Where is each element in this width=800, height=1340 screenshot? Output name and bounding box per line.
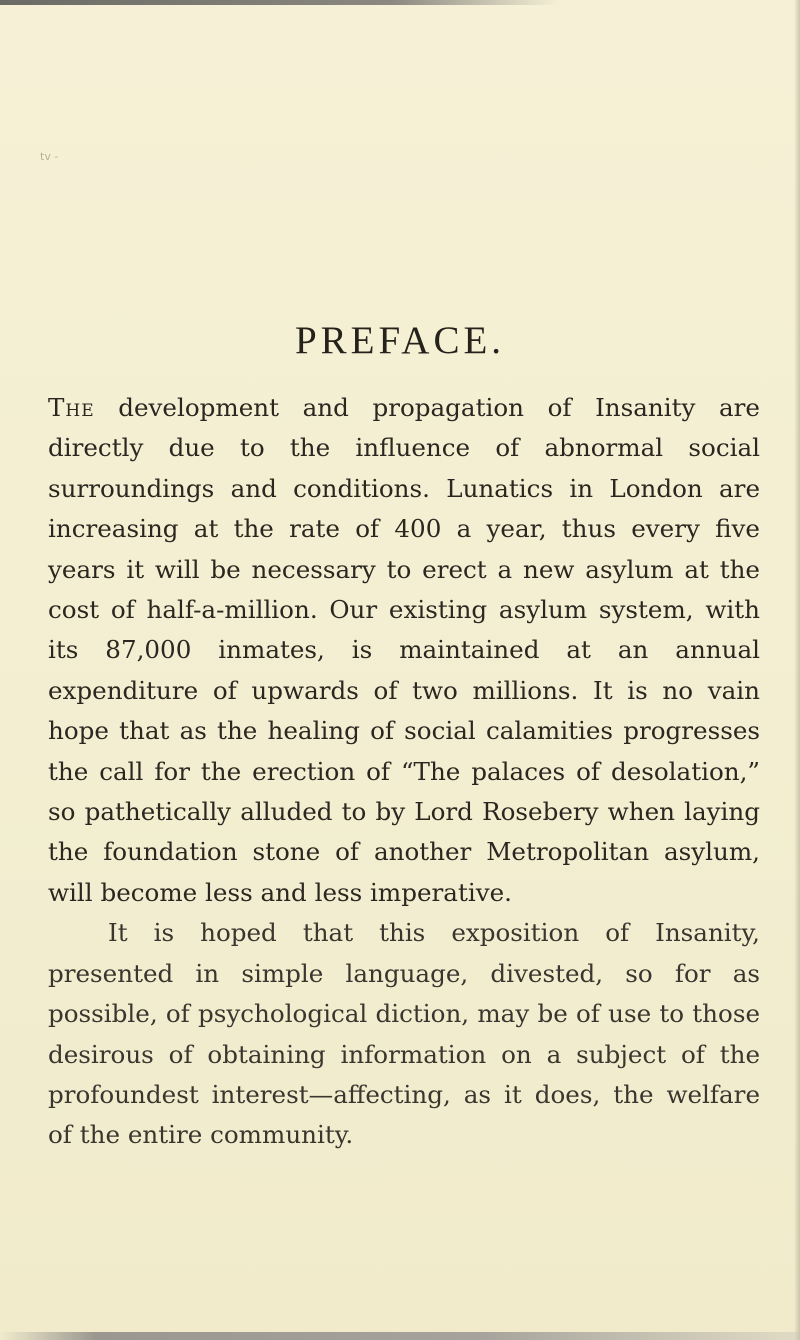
preface-body [48, 388, 760, 1156]
page-bottom-edge [0, 1332, 800, 1340]
paragraph-1-lead: The [48, 393, 95, 422]
paragraph-2-text: It is hoped that this exposition of Insanity, presented in simple language, divested, so for as possible, of psychological diction, may be of use to those desirous of obtaining information on a subject of the profoundest interest—affecting, as it does, the welfare of the entire community. [48, 918, 760, 1150]
paragraph-1-text: development and propagation of Insanity are directly due to the influence of abnormal social surroundings and conditions. Lunatics in London are increasing at the rate of 400 a year, thus every five years it will be necessary to erect a new asylum at the cost of half-a-million. Our existing asylum system, with its 87,000 inmates, is maintained at an annual expenditure of upwards of two millions. It is no vain hope that as the healing of social calamities progresses the call for the erection of “The palaces of desolation,” so pathetically alluded to by Lord Rosebery when laying the foundation stone of another Metropolitan asylum, will become less and less imperative. [48, 393, 760, 907]
paragraph-1 [48, 388, 760, 913]
paragraph-2 [48, 913, 760, 1155]
corner-mark: tv - [40, 150, 59, 163]
page-right-edge [794, 0, 800, 1340]
page-title: PREFACE. [294, 319, 506, 362]
page-top-edge [0, 0, 560, 5]
